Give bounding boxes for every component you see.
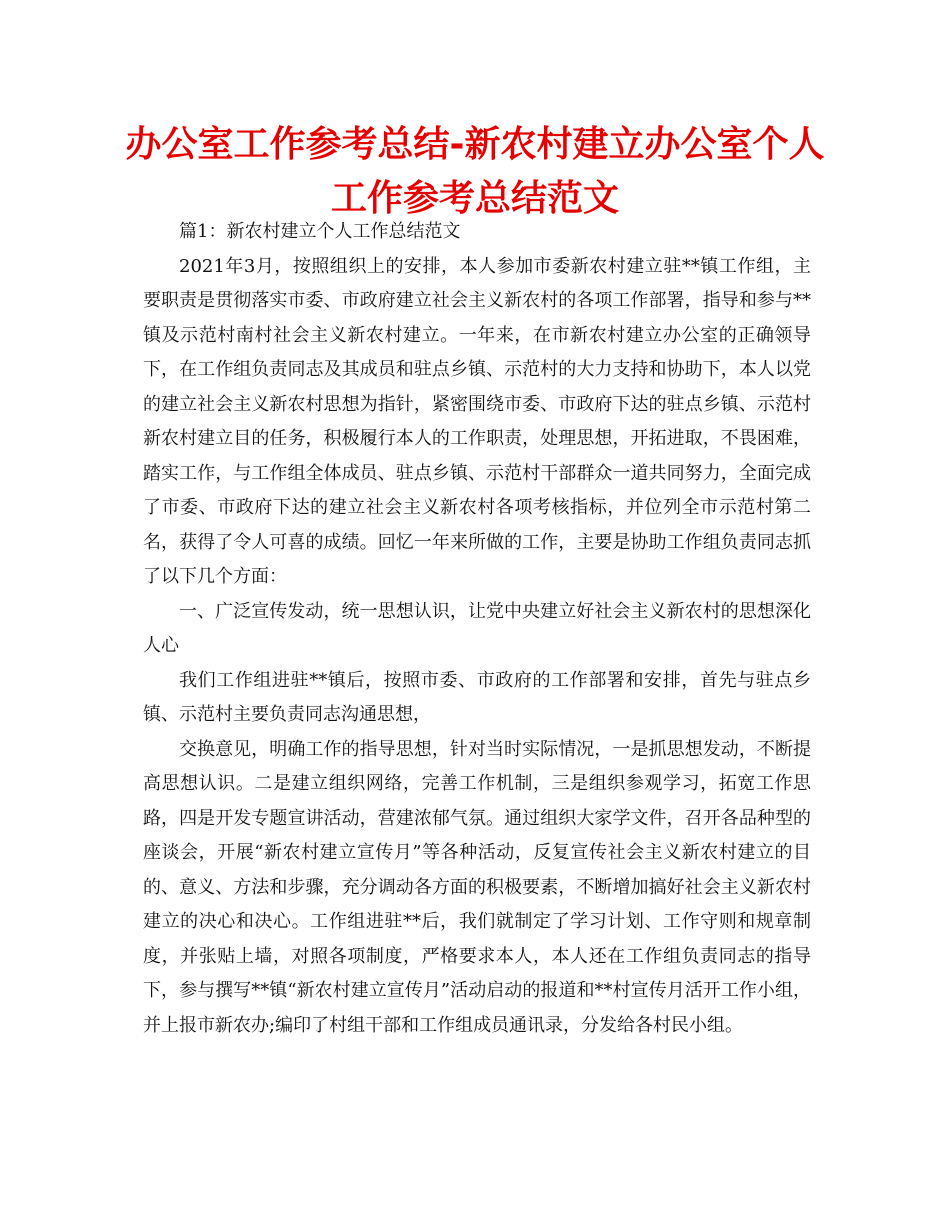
paragraph: 交换意见，明确工作的指导思想，针对当时实际情况，一是抓思想发动，不断提高思想认识。二是建立组织网络，完善工作机制，三是组织参观学习，拓宽工作思路，四是开发专题宣讲活动，营建浓郁气氛。通过组织大家学文件，召开各品种型的座谈会，开展“新农村建立宣传月”等各种活动，反复宣传社会主义新农村建立的目的、意义、方法和步骤，充分调动各方面的积极要素，不断增加搞好社会主义新农村建立的决心和决心。工作组进驻**后，我们就制定了学习计划、工作守则和规章制度，并张贴上墙，对照各项制度，严格要求本人，本人还在工作组负责同志的指导下，参与撰写**镇“新农村建立宣传月”活动启动的报道和**村宣传月活开工作小组，并上报市新农办;编印了村组干部和工作组成员通讯录，分发给各村民小组。 xyxy=(143,738,811,1036)
document-title: 办公室工作参考总结-新农村建立办公室个人工作参考总结范文 xyxy=(125,124,825,219)
section-heading: 一、广泛宣传发动，统一思想认识，让党中央建立好社会主义新农村的思想深化人心 xyxy=(143,600,811,656)
paragraph-heading: 篇1：新农村建立个人工作总结范文 xyxy=(179,221,461,242)
paragraph: 我们工作组进驻**镇后，按照市委、市政府的工作部署和安排，首先与驻点乡镇、示范村主要负责同志沟通思想， xyxy=(143,669,811,725)
document-body xyxy=(143,215,811,1043)
paragraph: 2021年3月，按照组织上的安排，本人参加市委新农村建立驻**镇工作组，主要职责是贯彻落实市委、市政府建立社会主义新农村的各项工作部署，指导和参与**镇及示范村南村社会主义新农村建立。一年来，在市新农村建立办公室的正确领导下，在工作组负责同志及其成员和驻点乡镇、示范村的大力支持和协助下，本人以党的建立社会主义新农村思想为指针，紧密围绕市委、市政府下达的驻点乡镇、示范村新农村建立目的任务，积极履行本人的工作职责，处理思想，开拓进取，不畏困难，踏实工作，与工作组全体成员、驻点乡镇、示范村干部群众一道共同努力，全面完成了市委、市政府下达的建立社会主义新农村各项考核指标，并位列全市示范村第二名，获得了令人可喜的成绩。回忆一年来所做的工作，主要是协助工作组负责同志抓了以下几个方面： xyxy=(143,255,811,587)
